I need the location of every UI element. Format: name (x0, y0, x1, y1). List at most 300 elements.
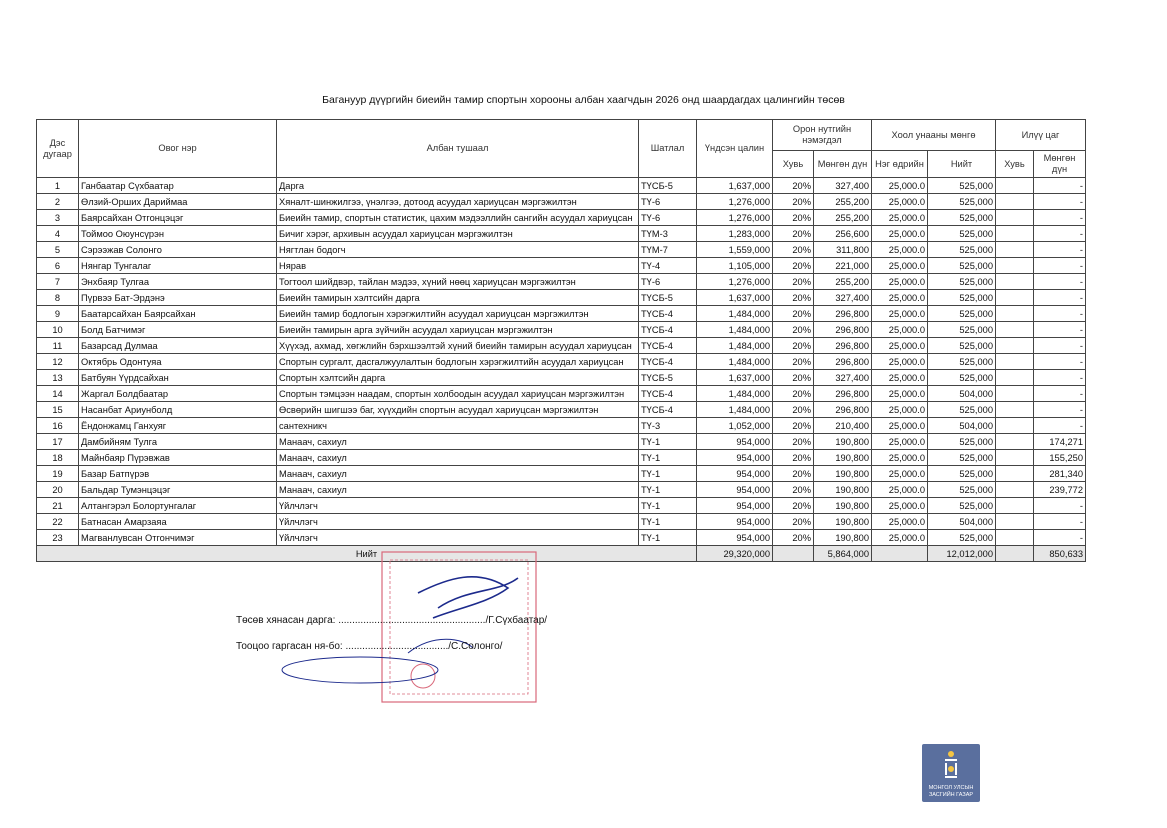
table-row (37, 338, 1086, 354)
ot-percent (996, 450, 1034, 466)
local-amount: 190,800 (814, 482, 872, 498)
local-amount: 190,800 (814, 498, 872, 514)
table-row (37, 450, 1086, 466)
local-percent: 20% (773, 306, 814, 322)
local-amount: 296,800 (814, 322, 872, 338)
header-ot-amount: Мөнгөн дүн (1034, 151, 1086, 178)
local-percent: 20% (773, 194, 814, 210)
employee-name: Бальдар Тумэнцэцэг (79, 482, 277, 498)
position-title: сантехникч (277, 418, 639, 434)
food-total: 525,000 (928, 226, 996, 242)
row-number: 18 (37, 450, 79, 466)
employee-name: Ганбаатар Сүхбаатар (79, 178, 277, 194)
local-percent: 20% (773, 514, 814, 530)
employee-name: Алтангэрэл Болортунгалаг (79, 498, 277, 514)
food-total: 525,000 (928, 530, 996, 546)
grade: ТҮ-1 (639, 482, 697, 498)
ot-amount: - (1034, 370, 1086, 386)
food-total: 525,000 (928, 258, 996, 274)
food-total: 525,000 (928, 402, 996, 418)
table-row (37, 434, 1086, 450)
food-per-day: 25,000.0 (872, 274, 928, 290)
header-food-transport: Хоол унааны мөнгө (872, 120, 996, 151)
employee-name: Майнбаяр Пүрэвжав (79, 450, 277, 466)
employee-name: Батнасан Амарзаяа (79, 514, 277, 530)
header-food-total: Нийт (928, 151, 996, 178)
employee-name: Базар Батпүрэв (79, 466, 277, 482)
base-salary: 1,105,000 (697, 258, 773, 274)
base-salary: 1,484,000 (697, 338, 773, 354)
header-local-percent: Хувь (773, 151, 814, 178)
table-row (37, 274, 1086, 290)
grade: ТҮМ-3 (639, 226, 697, 242)
local-percent: 20% (773, 498, 814, 514)
ot-amount: - (1034, 498, 1086, 514)
ot-percent (996, 242, 1034, 258)
ot-amount: - (1034, 210, 1086, 226)
position-title: Биеийн тамир бодлогын хэрэгжилтийн асуудал хариуцсан мэргэжилтэн (277, 306, 639, 322)
table-row (37, 498, 1086, 514)
position-title: Дарга (277, 178, 639, 194)
grade: ТҮСБ-4 (639, 322, 697, 338)
position-title: Манаач, сахиул (277, 482, 639, 498)
position-title: Үйлчлэгч (277, 514, 639, 530)
total-base-salary: 29,320,000 (697, 546, 773, 562)
table-row (37, 466, 1086, 482)
grade: ТҮ-6 (639, 274, 697, 290)
local-amount: 190,800 (814, 450, 872, 466)
position-title: Биеийн тамирын арга зүйчийн асуудал хариуцсан мэргэжилтэн (277, 322, 639, 338)
employee-name: Болд Батчимэг (79, 322, 277, 338)
ot-percent (996, 178, 1034, 194)
food-total: 504,000 (928, 418, 996, 434)
ot-percent (996, 274, 1034, 290)
table-row (37, 290, 1086, 306)
position-title: Манаач, сахиул (277, 450, 639, 466)
base-salary: 954,000 (697, 530, 773, 546)
position-title: Биеийн тамирын хэлтсийн дарга (277, 290, 639, 306)
local-amount: 190,800 (814, 514, 872, 530)
ot-percent (996, 322, 1034, 338)
table-row (37, 402, 1086, 418)
row-number: 5 (37, 242, 79, 258)
food-total: 525,000 (928, 498, 996, 514)
food-total: 504,000 (928, 386, 996, 402)
row-number: 14 (37, 386, 79, 402)
row-number: 12 (37, 354, 79, 370)
food-per-day: 25,000.0 (872, 194, 928, 210)
row-number: 19 (37, 466, 79, 482)
grade: ТҮ-1 (639, 530, 697, 546)
position-title: Үйлчлэгч (277, 530, 639, 546)
food-per-day: 25,000.0 (872, 370, 928, 386)
local-percent: 20% (773, 354, 814, 370)
government-emblem (922, 744, 980, 802)
employee-name: Октябрь Одонтуяа (79, 354, 277, 370)
position-title: Биеийн тамир, спортын статистик, цахим мэдээллийн сангийн асуудал хариуцсан (277, 210, 639, 226)
local-percent: 20% (773, 322, 814, 338)
base-salary: 1,484,000 (697, 386, 773, 402)
base-salary: 1,637,000 (697, 370, 773, 386)
ot-amount: - (1034, 386, 1086, 402)
grade: ТҮ-1 (639, 450, 697, 466)
base-salary: 1,484,000 (697, 322, 773, 338)
position-title: Манаач, сахиул (277, 434, 639, 450)
ot-percent (996, 418, 1034, 434)
food-per-day: 25,000.0 (872, 242, 928, 258)
base-salary: 1,052,000 (697, 418, 773, 434)
food-per-day: 25,000.0 (872, 466, 928, 482)
total-overtime: 850,633 (1034, 546, 1086, 562)
food-total: 525,000 (928, 210, 996, 226)
local-amount: 296,800 (814, 338, 872, 354)
totals-row (37, 546, 1086, 562)
local-amount: 255,200 (814, 210, 872, 226)
local-percent: 20% (773, 258, 814, 274)
local-amount: 296,800 (814, 306, 872, 322)
grade: ТҮСБ-5 (639, 370, 697, 386)
local-percent: 20% (773, 178, 814, 194)
table-row (37, 306, 1086, 322)
base-salary: 954,000 (697, 450, 773, 466)
ot-amount: - (1034, 338, 1086, 354)
ot-percent (996, 514, 1034, 530)
ot-percent (996, 498, 1034, 514)
row-number: 9 (37, 306, 79, 322)
table-row (37, 178, 1086, 194)
header-ot-percent: Хувь (996, 151, 1034, 178)
position-title: Хүүхэд, ахмад, хөгжлийн бэрхшээлтэй хүний биеийн тамирын асуудал хариуцсан (277, 338, 639, 354)
base-salary: 1,637,000 (697, 178, 773, 194)
base-salary: 1,559,000 (697, 242, 773, 258)
food-per-day: 25,000.0 (872, 402, 928, 418)
signature-sukhbaatar (418, 577, 518, 618)
header-position: Албан тушаал (277, 120, 639, 178)
food-per-day: 25,000.0 (872, 226, 928, 242)
header-base-salary: Үндсэн цалин (697, 120, 773, 178)
table-row (37, 530, 1086, 546)
position-title: Хяналт-шинжилгээ, үнэлгээ, дотоод асуудал хариуцсан мэргэжилтэн (277, 194, 639, 210)
ot-amount: - (1034, 402, 1086, 418)
food-per-day: 25,000.0 (872, 290, 928, 306)
local-percent: 20% (773, 274, 814, 290)
local-percent: 20% (773, 418, 814, 434)
food-per-day: 25,000.0 (872, 210, 928, 226)
salary-budget-table (36, 119, 1086, 562)
ot-percent (996, 354, 1034, 370)
row-number: 1 (37, 178, 79, 194)
food-per-day: 25,000.0 (872, 322, 928, 338)
employee-name: Ёндонжамц Ганхуяг (79, 418, 277, 434)
local-amount: 256,600 (814, 226, 872, 242)
table-row (37, 370, 1086, 386)
local-amount: 255,200 (814, 274, 872, 290)
header-overtime: Илүү цаг (996, 120, 1086, 151)
food-total: 504,000 (928, 514, 996, 530)
base-salary: 1,484,000 (697, 354, 773, 370)
food-total: 525,000 (928, 370, 996, 386)
ot-amount: - (1034, 226, 1086, 242)
employee-name: Сэрээжав Солонго (79, 242, 277, 258)
employee-name: Өлзий-Орших Дариймаа (79, 194, 277, 210)
food-total: 525,000 (928, 306, 996, 322)
local-amount: 190,800 (814, 434, 872, 450)
base-salary: 1,484,000 (697, 402, 773, 418)
employee-name: Баярсайхан Отгонцэцэг (79, 210, 277, 226)
local-amount: 327,400 (814, 290, 872, 306)
row-number: 2 (37, 194, 79, 210)
grade: ТҮ-4 (639, 258, 697, 274)
emblem-line-2: ЗАСГИЙН ГАЗАР (928, 792, 974, 798)
food-per-day: 25,000.0 (872, 450, 928, 466)
base-salary: 954,000 (697, 482, 773, 498)
header-no: Дэс дугаар (37, 120, 79, 178)
row-number: 4 (37, 226, 79, 242)
local-percent: 20% (773, 210, 814, 226)
food-total: 525,000 (928, 466, 996, 482)
row-number: 23 (37, 530, 79, 546)
row-number: 22 (37, 514, 79, 530)
grade: ТҮСБ-4 (639, 306, 697, 322)
local-amount: 296,800 (814, 402, 872, 418)
checked-by-line: Төсөв хянасан дарга: ...................................................../Г.Сүхбаатар/ (236, 615, 548, 626)
local-percent: 20% (773, 434, 814, 450)
grade: ТҮМ-7 (639, 242, 697, 258)
table-row (37, 194, 1086, 210)
local-percent: 20% (773, 402, 814, 418)
food-total: 525,000 (928, 242, 996, 258)
table-row (37, 322, 1086, 338)
position-title: Нягтлан бодогч (277, 242, 639, 258)
ot-amount: 239,772 (1034, 482, 1086, 498)
header-food-per-day: Нэг өдрийн (872, 151, 928, 178)
food-per-day: 25,000.0 (872, 418, 928, 434)
ot-amount: - (1034, 258, 1086, 274)
table-row (37, 226, 1086, 242)
local-amount: 327,400 (814, 178, 872, 194)
ot-amount: - (1034, 354, 1086, 370)
local-percent: 20% (773, 530, 814, 546)
row-number: 7 (37, 274, 79, 290)
employee-name: Базарсад Дулмаа (79, 338, 277, 354)
ot-percent (996, 434, 1034, 450)
local-amount: 296,800 (814, 386, 872, 402)
employee-name: Баатарсайхан Баярсайхан (79, 306, 277, 322)
food-per-day: 25,000.0 (872, 354, 928, 370)
ot-percent (996, 466, 1034, 482)
food-total: 525,000 (928, 194, 996, 210)
ot-amount: - (1034, 418, 1086, 434)
prepared-by-line: Тооцоо гаргасан ня-бо: ...................................../С.Солонго/ (236, 641, 503, 652)
base-salary: 1,276,000 (697, 194, 773, 210)
total-local-percent (773, 546, 814, 562)
local-percent: 20% (773, 482, 814, 498)
local-percent: 20% (773, 338, 814, 354)
ot-amount: 281,340 (1034, 466, 1086, 482)
local-percent: 20% (773, 466, 814, 482)
total-ot-percent (996, 546, 1034, 562)
food-per-day: 25,000.0 (872, 178, 928, 194)
local-amount: 296,800 (814, 354, 872, 370)
grade: ТҮСБ-4 (639, 338, 697, 354)
page-title: Багануур дүүргийн биеийн тамир спортын хорооны албан хаагчдын 2026 онд шаардагдах цалингийн төсөв (322, 94, 845, 106)
grade: ТҮ-1 (639, 514, 697, 530)
ot-amount: - (1034, 322, 1086, 338)
food-total: 525,000 (928, 482, 996, 498)
row-number: 10 (37, 322, 79, 338)
header-grade: Шатлал (639, 120, 697, 178)
ot-percent (996, 402, 1034, 418)
employee-name: Жаргал Болдбаатар (79, 386, 277, 402)
position-title: Өсвөрийн шигшээ баг, хүүхдийн спортын асуудал хариуцсан мэргэжилтэн (277, 402, 639, 418)
grade: ТҮ-1 (639, 466, 697, 482)
totals-label: Нийт (37, 546, 697, 562)
grade: ТҮ-1 (639, 434, 697, 450)
emblem-line-1: МОНГОЛ УЛСЫН (928, 785, 974, 791)
table-row (37, 354, 1086, 370)
grade: ТҮСБ-4 (639, 386, 697, 402)
food-per-day: 25,000.0 (872, 530, 928, 546)
row-number: 6 (37, 258, 79, 274)
grade: ТҮ-1 (639, 498, 697, 514)
ot-percent (996, 306, 1034, 322)
food-total: 525,000 (928, 274, 996, 290)
base-salary: 1,283,000 (697, 226, 773, 242)
food-total: 525,000 (928, 178, 996, 194)
row-number: 11 (37, 338, 79, 354)
base-salary: 1,637,000 (697, 290, 773, 306)
ot-amount: - (1034, 242, 1086, 258)
local-amount: 190,800 (814, 530, 872, 546)
ot-percent (996, 210, 1034, 226)
position-title: Бичиг хэрэг, архивын асуудал хариуцсан мэргэжилтэн (277, 226, 639, 242)
employee-name: Нянгар Тунгалаг (79, 258, 277, 274)
ot-amount: - (1034, 290, 1086, 306)
grade: ТҮСБ-4 (639, 402, 697, 418)
food-per-day: 25,000.0 (872, 434, 928, 450)
position-title: Спортын хэлтсийн дарга (277, 370, 639, 386)
ot-percent (996, 386, 1034, 402)
base-salary: 954,000 (697, 466, 773, 482)
grade: ТҮСБ-4 (639, 354, 697, 370)
row-number: 3 (37, 210, 79, 226)
grade: ТҮ-6 (639, 210, 697, 226)
employee-name: Насанбат Ариунболд (79, 402, 277, 418)
local-amount: 311,800 (814, 242, 872, 258)
position-title: Нярав (277, 258, 639, 274)
ot-amount: - (1034, 274, 1086, 290)
total-local-amount: 5,864,000 (814, 546, 872, 562)
row-number: 15 (37, 402, 79, 418)
base-salary: 1,276,000 (697, 210, 773, 226)
ot-amount: - (1034, 194, 1086, 210)
ot-amount: 174,271 (1034, 434, 1086, 450)
employee-name: Пүрвээ Бат-Эрдэнэ (79, 290, 277, 306)
local-amount: 255,200 (814, 194, 872, 210)
base-salary: 954,000 (697, 498, 773, 514)
food-per-day: 25,000.0 (872, 338, 928, 354)
local-percent: 20% (773, 290, 814, 306)
row-number: 21 (37, 498, 79, 514)
employee-name: Дамбийням Тулга (79, 434, 277, 450)
header-local-amount: Мөнгөн дүн (814, 151, 872, 178)
food-total: 525,000 (928, 354, 996, 370)
ot-amount: - (1034, 306, 1086, 322)
table-row (37, 258, 1086, 274)
local-amount: 221,000 (814, 258, 872, 274)
local-amount: 190,800 (814, 466, 872, 482)
soyombo-icon (936, 748, 966, 780)
food-per-day: 25,000.0 (872, 498, 928, 514)
ot-amount: - (1034, 514, 1086, 530)
base-salary: 1,276,000 (697, 274, 773, 290)
table-row (37, 514, 1086, 530)
food-total: 525,000 (928, 290, 996, 306)
employee-name: Магванлувсан Отгончимэг (79, 530, 277, 546)
local-percent: 20% (773, 386, 814, 402)
local-amount: 210,400 (814, 418, 872, 434)
food-per-day: 25,000.0 (872, 482, 928, 498)
ot-percent (996, 370, 1034, 386)
employee-name: Батбуян Үүрдсайхан (79, 370, 277, 386)
header-local-allowance: Орон нутгийн нэмэгдэл (773, 120, 872, 151)
ot-amount: 155,250 (1034, 450, 1086, 466)
position-title: Тогтоол шийдвэр, тайлан мэдээ, хүний нөөц хариуцсан мэргэжилтэн (277, 274, 639, 290)
local-percent: 20% (773, 242, 814, 258)
ot-amount: - (1034, 178, 1086, 194)
row-number: 16 (37, 418, 79, 434)
signature-solongo (280, 650, 480, 690)
ot-percent (996, 258, 1034, 274)
employee-name: Энхбаяр Тулгаа (79, 274, 277, 290)
ot-percent (996, 226, 1034, 242)
grade: ТҮСБ-5 (639, 290, 697, 306)
employee-name: Тоймоо Оюунсүрэн (79, 226, 277, 242)
table-row (37, 482, 1086, 498)
food-per-day: 25,000.0 (872, 258, 928, 274)
row-number: 8 (37, 290, 79, 306)
food-total: 525,000 (928, 338, 996, 354)
table-row (37, 386, 1086, 402)
local-percent: 20% (773, 226, 814, 242)
food-per-day: 25,000.0 (872, 306, 928, 322)
base-salary: 954,000 (697, 434, 773, 450)
ot-percent (996, 194, 1034, 210)
base-salary: 1,484,000 (697, 306, 773, 322)
table-row (37, 210, 1086, 226)
row-number: 17 (37, 434, 79, 450)
position-title: Спортын тэмцээн наадам, спортын холбоодын асуудал хариуцсан мэргэжилтэн (277, 386, 639, 402)
food-per-day: 25,000.0 (872, 386, 928, 402)
local-percent: 20% (773, 370, 814, 386)
food-total: 525,000 (928, 434, 996, 450)
ot-percent (996, 530, 1034, 546)
position-title: Спортын сургалт, дасгалжуулалтын бодлогын хэрэгжилтийн асуудал хариуцсан (277, 354, 639, 370)
header-name: Овог нэр (79, 120, 277, 178)
grade: ТҮ-3 (639, 418, 697, 434)
food-total: 525,000 (928, 322, 996, 338)
ot-percent (996, 482, 1034, 498)
grade: ТҮСБ-5 (639, 178, 697, 194)
table-body (37, 178, 1086, 546)
base-salary: 954,000 (697, 514, 773, 530)
local-percent: 20% (773, 450, 814, 466)
table-row (37, 242, 1086, 258)
position-title: Манаач, сахиул (277, 466, 639, 482)
food-total: 525,000 (928, 450, 996, 466)
ot-amount: - (1034, 530, 1086, 546)
table-row (37, 418, 1086, 434)
